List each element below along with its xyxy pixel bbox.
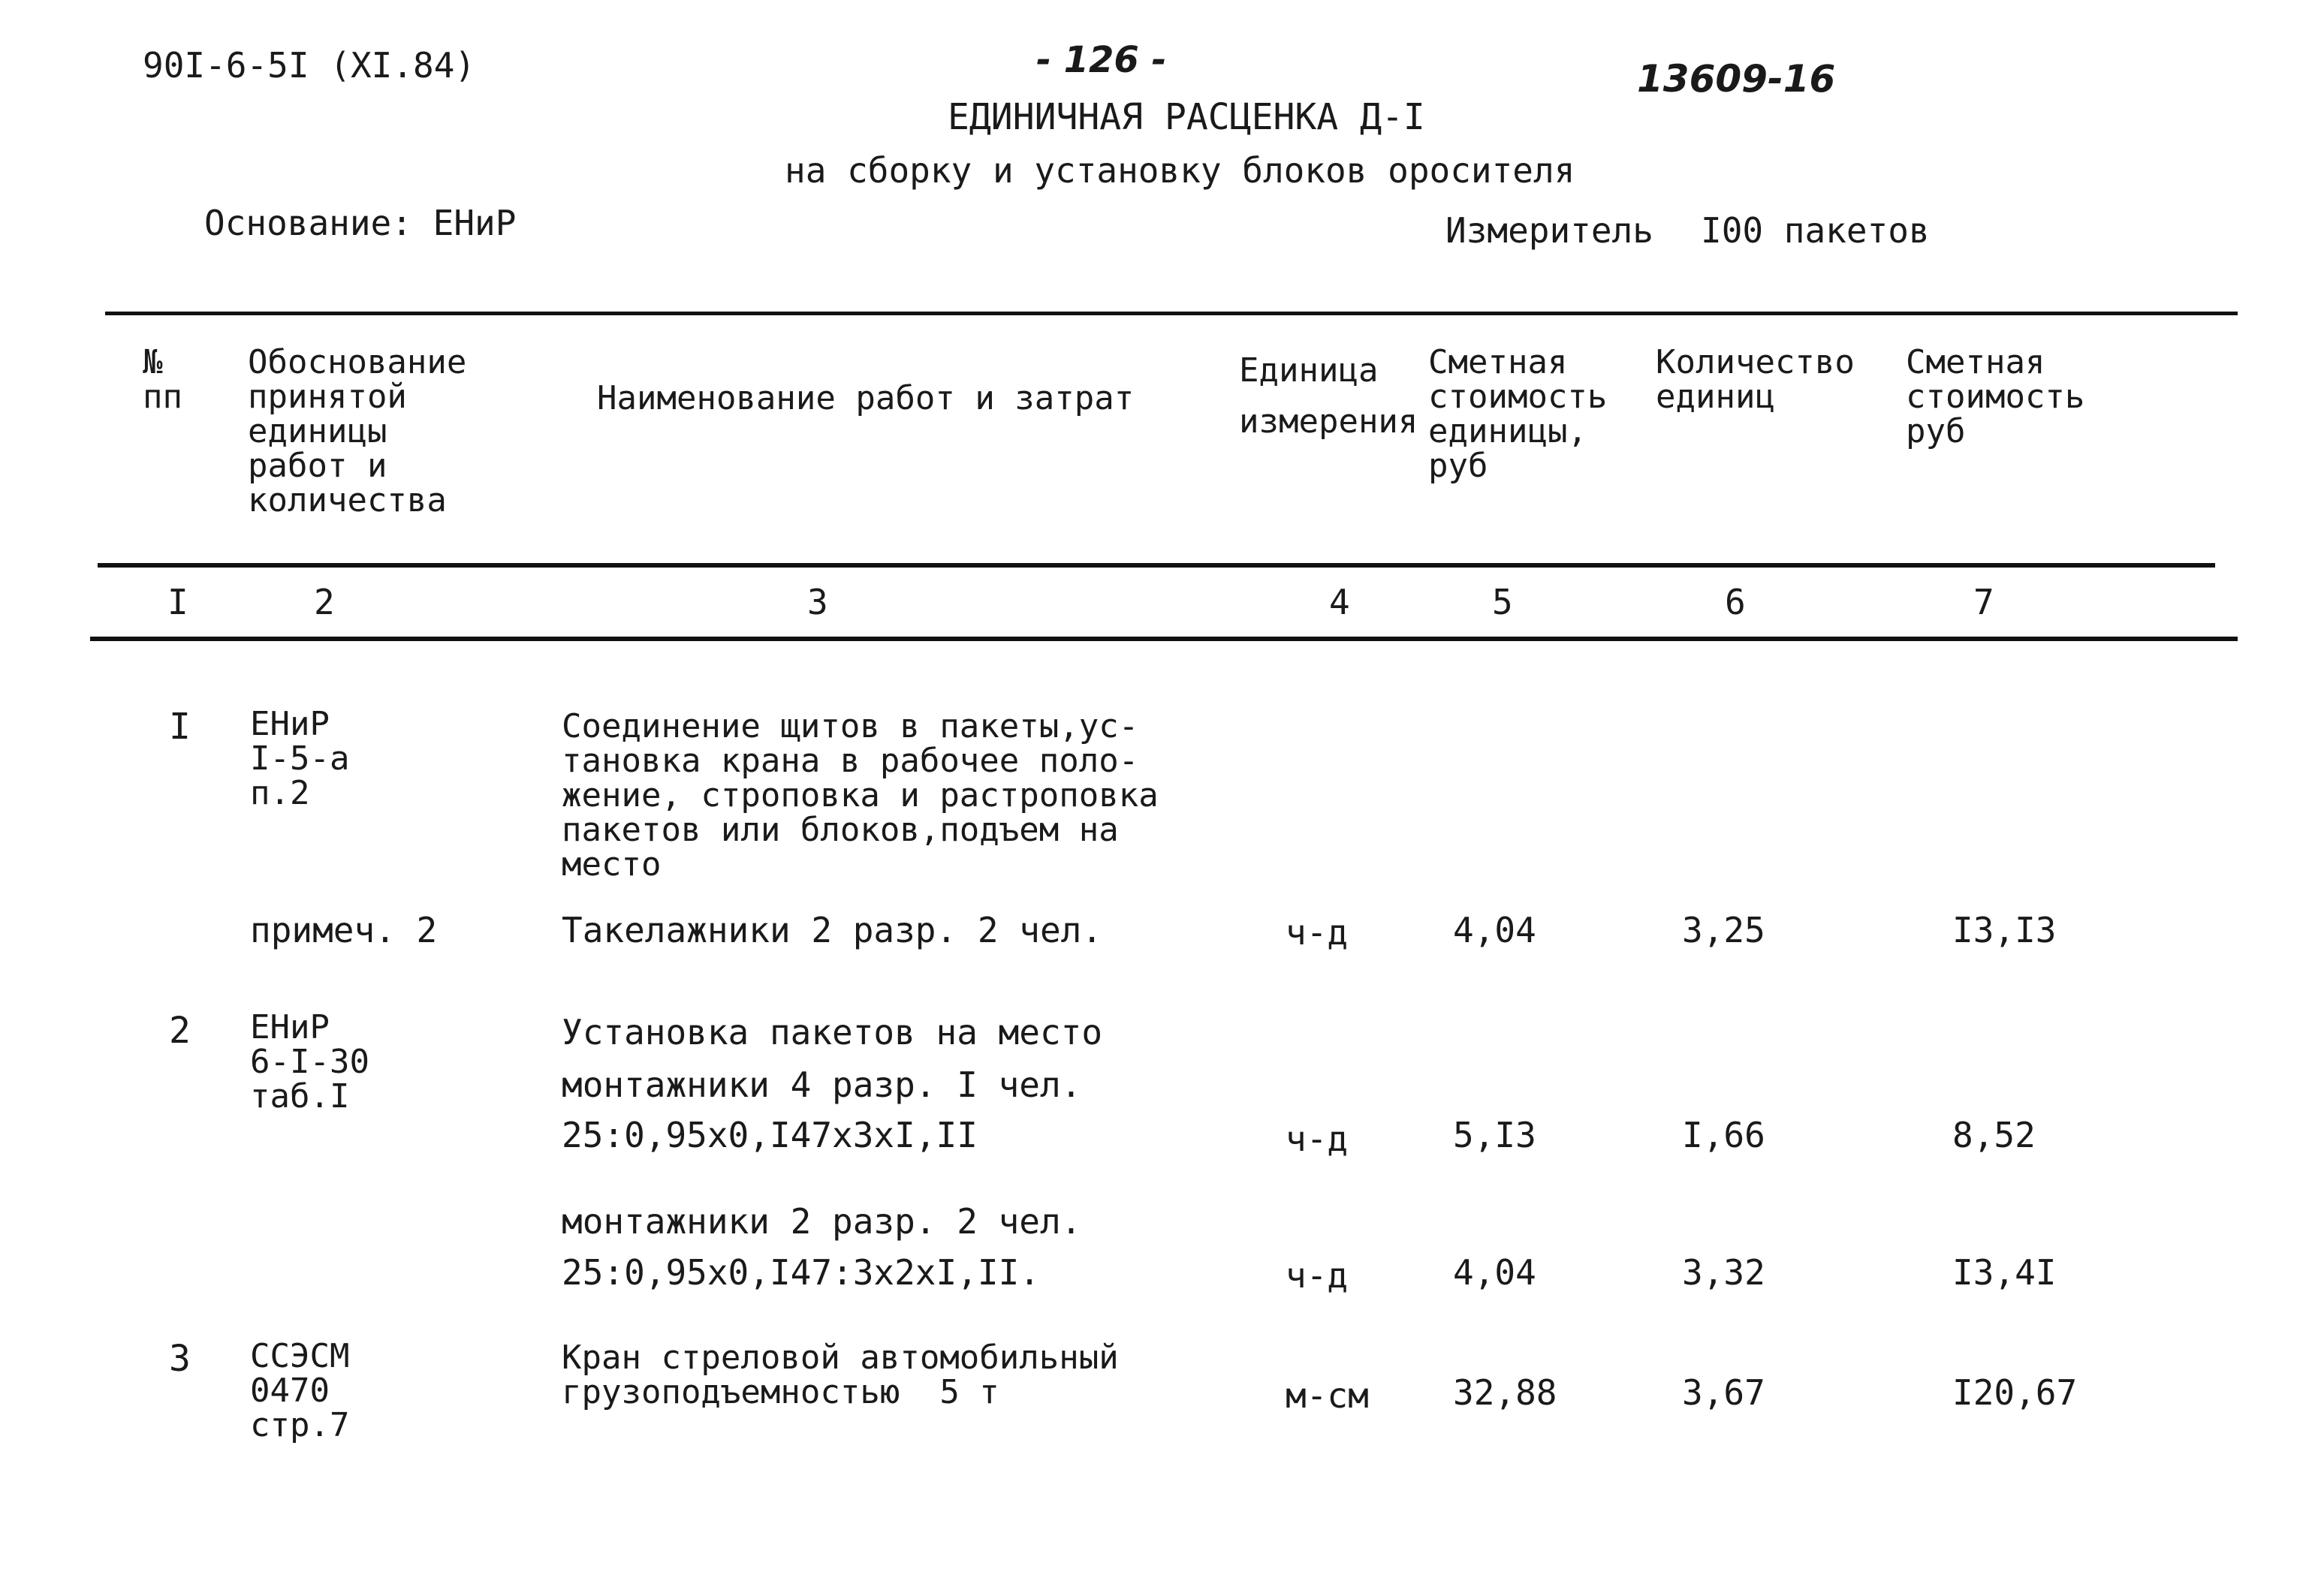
- column-number-5: 5: [1492, 582, 1513, 622]
- row-1-basis: ЕНиР I-5-а п.2: [250, 705, 350, 812]
- unit-measure-label: Измеритель: [1445, 210, 1653, 251]
- page-number: - 126 -: [1036, 39, 1167, 81]
- row-7-quantity: 3,32: [1682, 1252, 1765, 1293]
- document-title: ЕДИНИЧНАЯ РАСЦЕНКА Д-I: [948, 96, 1425, 138]
- row-5-unit-cost: 5,I3: [1453, 1115, 1536, 1155]
- column-header-unit: Единица измерения: [1239, 351, 1418, 441]
- row-8-basis: ССЭСМ 0470 стр.7: [250, 1337, 350, 1444]
- row-3-basis: ЕНиР 6-I-30 таб.I: [250, 1008, 369, 1116]
- row-5-unit: ч-д: [1286, 1119, 1349, 1159]
- row-2-total: I3,I3: [1952, 910, 2057, 950]
- row-7-unit-cost: 4,04: [1453, 1252, 1536, 1293]
- row-5-total: 8,52: [1952, 1115, 2036, 1155]
- row-7-total: I3,4I: [1952, 1252, 2057, 1293]
- row-2-unit: ч-д: [1286, 912, 1349, 953]
- column-number-1: I: [167, 582, 188, 622]
- row-1-description: Соединение щитов в пакеты,ус- тановка крана в рабочее поло- жение, строповка и растроповка пакетов или блоков,подъем на место: [562, 707, 1159, 884]
- header-bottom-rule: [98, 563, 2215, 568]
- row-8-unit-cost: 32,88: [1453, 1372, 1557, 1413]
- column-header-description: Наименование работ и затрат: [597, 379, 1135, 417]
- row-2-quantity: 3,25: [1682, 910, 1765, 950]
- column-number-4: 4: [1329, 582, 1350, 622]
- row-4-description: монтажники 4 разр. I чел.: [562, 1065, 1082, 1105]
- row-2-description: Такелажники 2 разр. 2 чел.: [562, 910, 1103, 950]
- column-header-number: № пп: [143, 343, 182, 416]
- table-top-rule: [105, 312, 2238, 315]
- row-3-description: Установка пакетов на место: [562, 1012, 1103, 1052]
- column-numbers-rule: [90, 637, 2238, 641]
- row-1-number: I: [169, 706, 191, 748]
- column-header-unit-cost: Сметная стоимость единицы, руб: [1428, 343, 1608, 485]
- handwritten-document-number: 13609-16: [1637, 57, 1836, 101]
- column-number-6: 6: [1725, 582, 1746, 622]
- column-number-3: 3: [807, 582, 828, 622]
- basis-label: Основание: ЕНиР: [204, 203, 517, 243]
- unit-measure-value: I00 пакетов: [1701, 210, 1930, 251]
- column-number-7: 7: [1973, 582, 1994, 622]
- row-5-description: 25:0,95x0,I47x3xI,II: [562, 1115, 978, 1155]
- column-header-quantity: Количество единиц: [1656, 343, 1855, 416]
- row-5-quantity: I,66: [1682, 1115, 1765, 1155]
- row-8-description: Кран стреловой автомобильный грузоподъемностью 5 т: [562, 1339, 1119, 1411]
- row-7-unit: ч-д: [1286, 1255, 1349, 1296]
- row-8-quantity: 3,67: [1682, 1372, 1765, 1413]
- row-8-unit: м-см: [1286, 1375, 1369, 1416]
- document-subtitle: на сборку и установку блоков оросителя: [785, 150, 1575, 191]
- row-3-number: 2: [169, 1010, 191, 1052]
- column-header-basis: Обоснование принятой единицы работ и количества: [248, 343, 467, 519]
- column-header-total: Сметная стоимость руб: [1906, 343, 2085, 450]
- column-number-2: 2: [314, 582, 335, 622]
- row-8-total: I20,67: [1952, 1372, 2078, 1413]
- row-7-description: 25:0,95x0,I47:3x2xI,II.: [562, 1252, 1040, 1293]
- row-2-unit-cost: 4,04: [1453, 910, 1536, 950]
- row-6-description: монтажники 2 разр. 2 чел.: [562, 1201, 1082, 1242]
- document-code: 90I-6-5I (XI.84): [143, 45, 476, 86]
- row-2-basis: примеч. 2: [250, 910, 438, 950]
- row-8-number: 3: [169, 1338, 191, 1380]
